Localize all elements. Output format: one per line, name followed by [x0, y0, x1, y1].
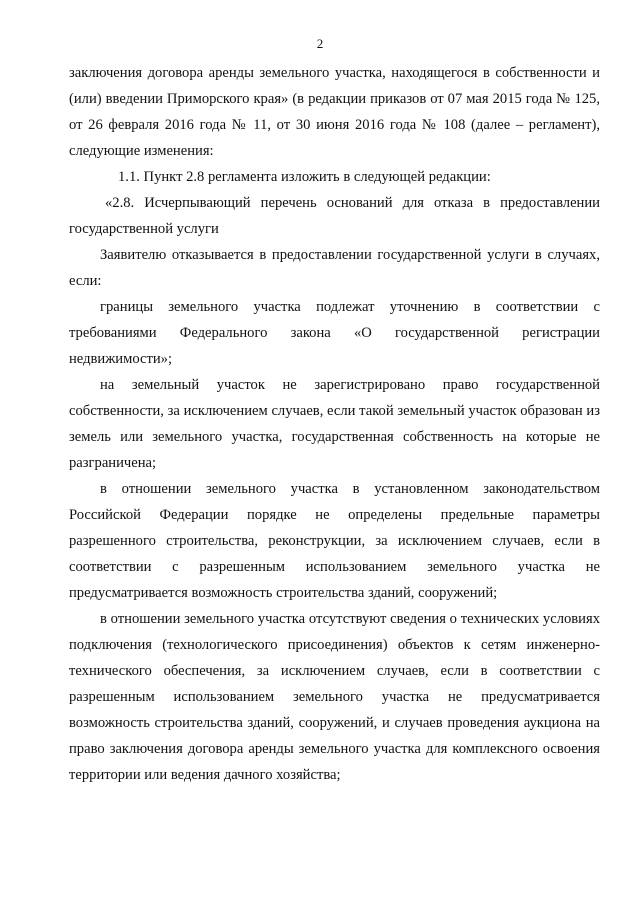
paragraph-continuation: заключения договора аренды земельного участка, находящегося в собственности и (или) введении Приморского края» (в редакции приказов от 07 мая 2015 года № 125, от 26 февраля 2016 года № 11, от 30 июня 2016 года № 108 (далее – регламент), следующие изменения: [69, 65, 600, 159]
paragraph-technical-conditions: в отношении земельного участка отсутствуют сведения о технических условиях подключения (технологического присоединения) объектов к сетям инженерно-технического обеспечения, за исключением случаев, если в соответствии с разрешенным использованием земельного участка не предусматривается возможность строительства зданий, сооружений, и случаев проведения аукциона на право заключения договора аренды земельного участка для комплексного освоения территории или ведения дачного хозяйства; [69, 611, 600, 783]
paragraph-construction-params: в отношении земельного участка в установленном законодательством Российской Федерации порядке не определены предельные параметры разрешенного строительства, реконструкции, за исключением случаев, если в соответствии с разрешенным использованием земельного участка не предусматривается возможность строительства зданий, сооружений; [69, 481, 600, 601]
paragraph-refusal-intro: Заявителю отказывается в предоставлении государственной услуги в случаях, если: [69, 247, 600, 289]
paragraph-section-2-8: «2.8. Исчерпывающий перечень оснований для отказа в предоставлении государственной услуги [69, 195, 600, 237]
paragraph-item-1-1: 1.1. Пункт 2.8 регламента изложить в следующей редакции: [118, 169, 491, 185]
document-body [69, 60, 600, 788]
page-number: 2 [316, 36, 324, 51]
paragraph-boundaries: границы земельного участка подлежат уточнению в соответствии с требованиями Федерального закона «О государственной регистрации недвижимости»; [69, 299, 600, 367]
paragraph-ownership: на земельный участок не зарегистрировано право государственной собственности, за исключением случаев, если такой земельный участок образован из земель или земельного участка, государственная собственность на которые не разграничена; [69, 377, 600, 471]
